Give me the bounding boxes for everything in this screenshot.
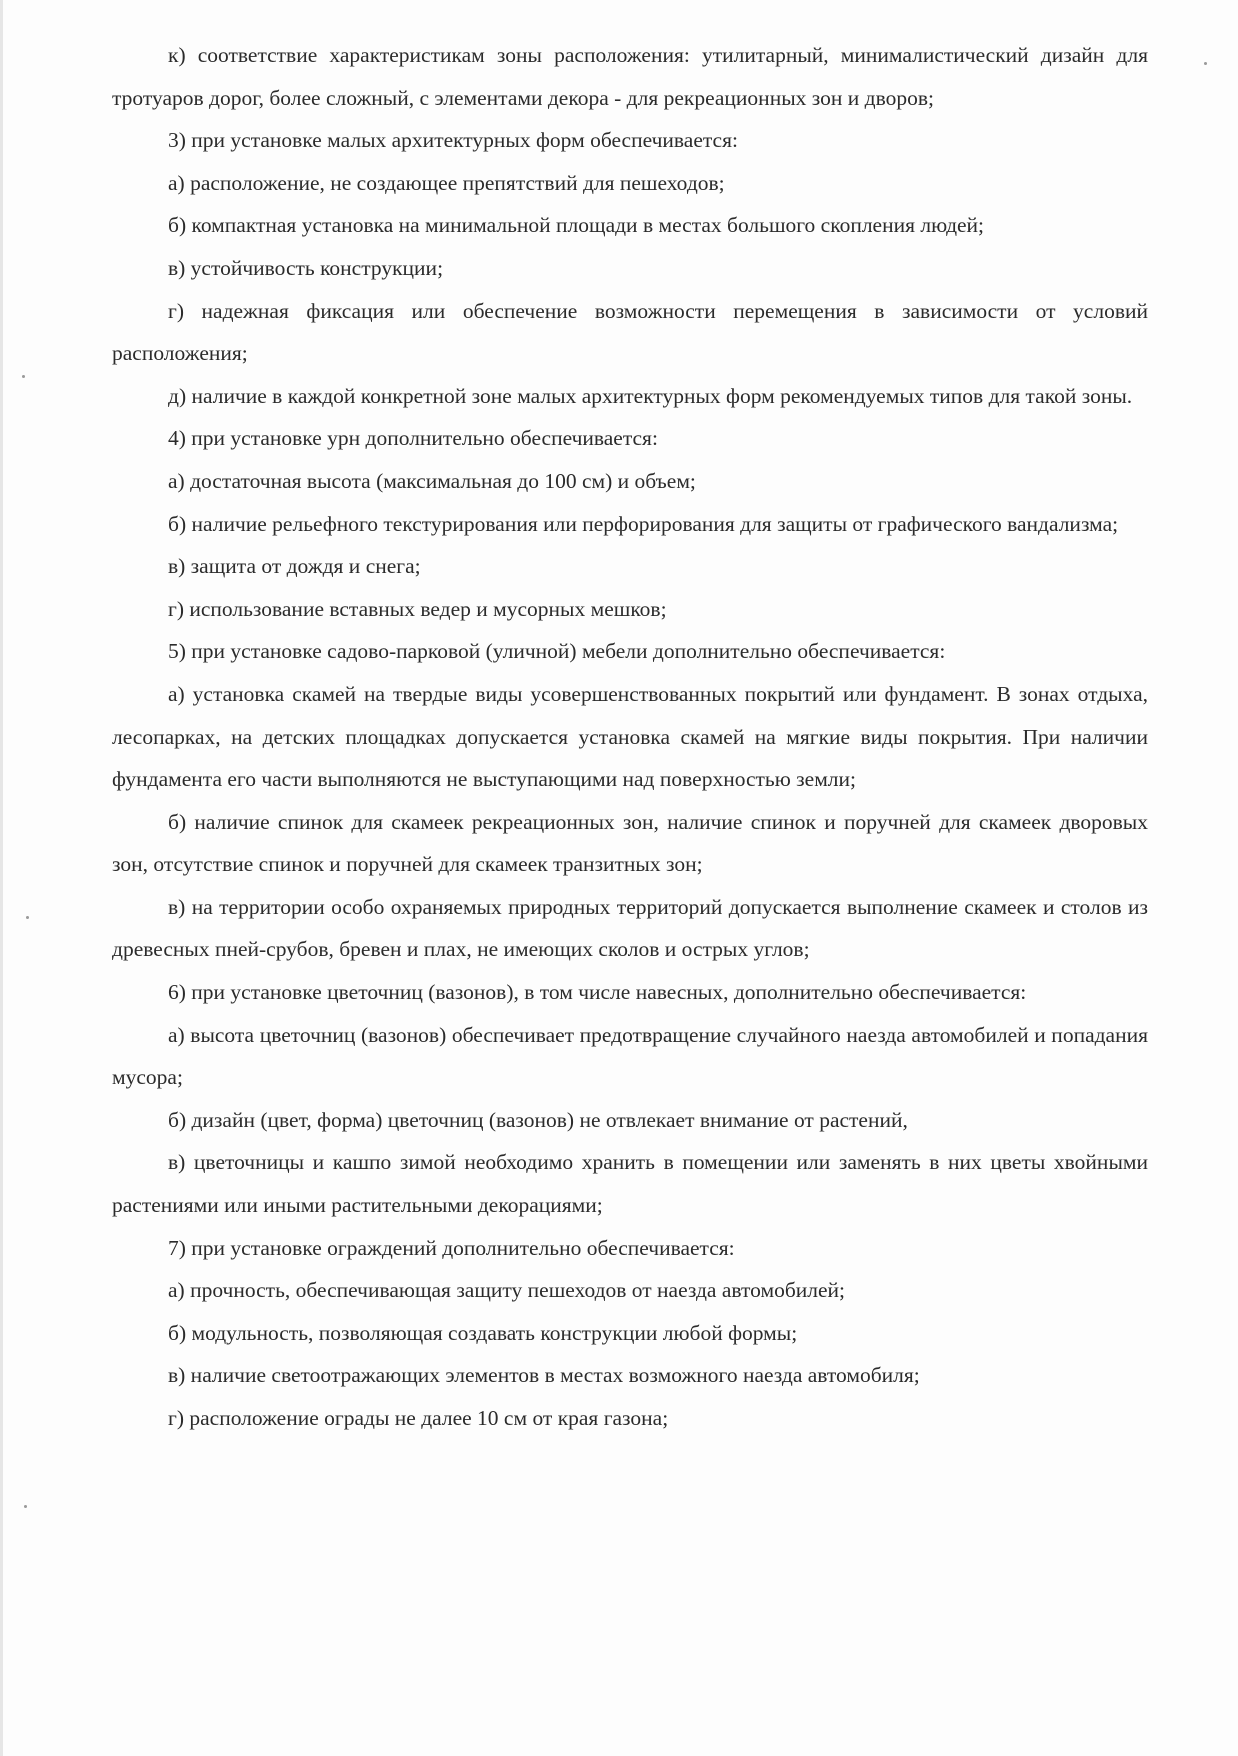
paragraph: б) дизайн (цвет, форма) цветочниц (вазонов) не отвлекает внимание от растений, (168, 1107, 908, 1132)
paragraph: а) расположение, не создающее препятствий для пешеходов; (168, 170, 725, 195)
scan-speck (24, 1505, 27, 1508)
paragraph: 7) при установке ограждений дополнительно обеспечивается: (168, 1235, 735, 1260)
paragraph: 5) при установке садово-парковой (уличной) мебели дополнительно обеспечивается: (168, 639, 946, 664)
paragraph: б) компактная установка на минимальной площади в местах большого скопления людей; (168, 213, 985, 238)
paragraph: г) расположение ограды не далее 10 см от края газона; (168, 1406, 669, 1430)
paragraph: б) наличие спинок для скамеек рекреационных зон, наличие спинок и поручней для скамеек дворовых зон, отсутствие спинок и поручней для скамеек транзитных зон; (112, 809, 1148, 877)
paragraph: г) использование вставных ведер и мусорных мешков; (168, 596, 667, 621)
paragraph: 3) при установке малых архитектурных форм обеспечивается: (168, 128, 738, 153)
document-body (112, 34, 1148, 1440)
scan-speck (22, 375, 25, 378)
scan-edge-shadow (0, 0, 3, 1756)
paragraph: к) соответствие характеристикам зоны расположения: утилитарный, минималистический дизайн для тротуаров дорог, более сложный, с элементами декора - для рекреационных зон и дворов; (112, 43, 1148, 110)
paragraph: а) высота цветочниц (вазонов) обеспечивает предотвращение случайного наезда автомобилей и попадания мусора; (112, 1022, 1148, 1090)
scan-speck (26, 916, 29, 919)
paragraph: в) наличие светоотражающих элементов в местах возможного наезда автомобиля; (168, 1363, 920, 1388)
paragraph: а) прочность, обеспечивающая защиту пешеходов от наезда автомобилей; (168, 1278, 846, 1303)
paragraph: г) надежная фиксация или обеспечение возможности перемещения в зависимости от условий расположения; (112, 298, 1148, 366)
paragraph: в) защита от дождя и снега; (168, 554, 421, 579)
paragraph: в) цветочницы и кашпо зимой необходимо хранить в помещении или заменять в них цветы хвойными растениями или иными растительными декорациями; (112, 1150, 1148, 1218)
paragraph: в) на территории особо охраняемых природных территорий допускается выполнение скамеек и столов из древесных пней-срубов, бревен и плах, не имеющих сколов и острых углов; (112, 894, 1148, 962)
paragraph: а) достаточная высота (максимальная до 100 см) и объем; (168, 468, 696, 493)
paragraph: б) модульность, позволяющая создавать конструкции любой формы; (168, 1320, 798, 1345)
paragraph: б) наличие рельефного текстурирования или перфорирования для защиты от графического вандализма; (168, 511, 1119, 536)
paragraph: д) наличие в каждой конкретной зоне малых архитектурных форм рекомендуемых типов для такой зоны. (168, 383, 1133, 408)
paragraph: 4) при установке урн дополнительно обеспечивается: (168, 426, 658, 451)
paragraph: а) установка скамей на твердые виды усовершенствованных покрытий или фундамент. В зонах отдыха, лесопарках, на детских площадках допускается установка скамей на мягкие виды покрытия. При наличии фундамента его части выполняются не выступающими над поверхностью земли; (112, 681, 1148, 792)
paragraph: в) устойчивость конструкции; (168, 255, 444, 280)
paragraph: 6) при установке цветочниц (вазонов), в том числе навесных, дополнительно обеспечивается: (168, 980, 1027, 1005)
scan-speck (1204, 62, 1207, 65)
